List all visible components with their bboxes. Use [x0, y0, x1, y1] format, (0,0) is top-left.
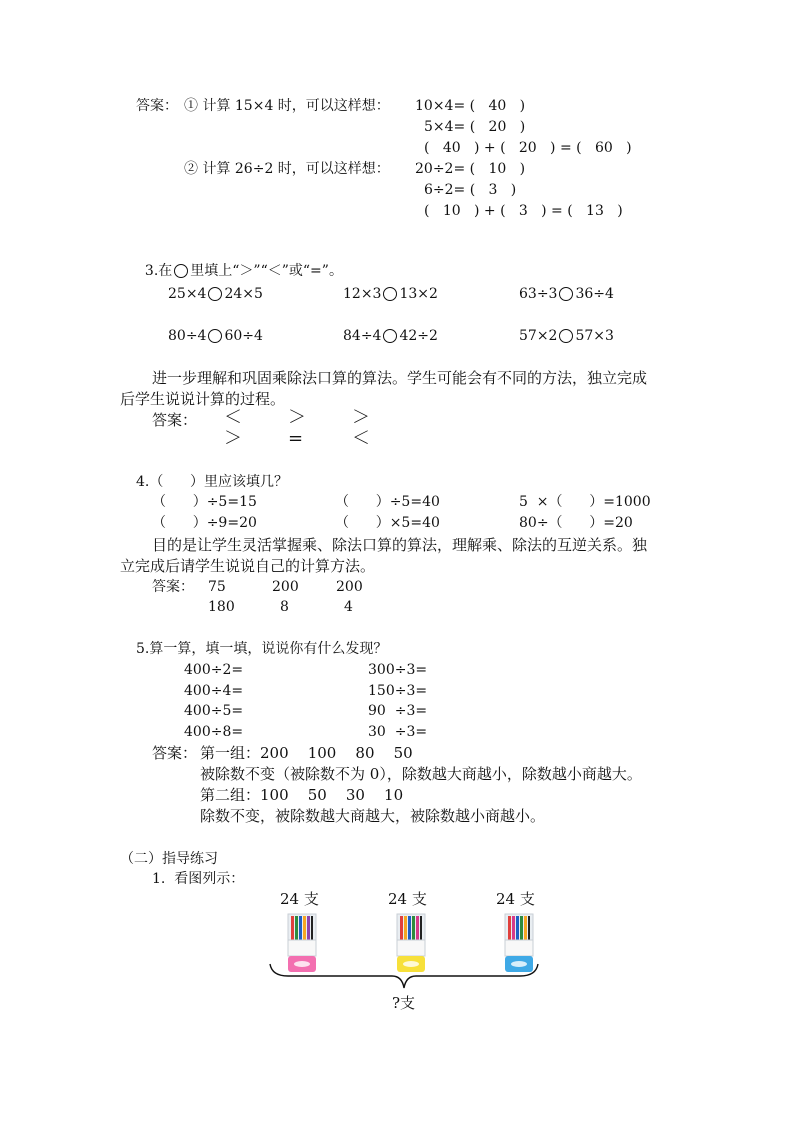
q4-answer: 8	[280, 599, 289, 615]
q3-answer-4: ＞	[224, 428, 242, 449]
q2-part2-line2: 6÷2= ( 3 )	[424, 182, 517, 198]
q2-answer-label: 答案：	[136, 98, 178, 114]
q4-answer: 180	[208, 599, 235, 615]
circle-blank-icon	[174, 264, 188, 278]
q3-answer-6: ＜	[352, 428, 370, 449]
q4-r1c1: （ ）÷5=15	[152, 494, 257, 510]
q3-item-left: 63÷3	[519, 286, 558, 302]
q2-part2-heading: ② 计算 26÷2 时，可以这样想：	[184, 161, 390, 177]
q3-item-right: 24×5	[224, 286, 263, 302]
q3-note-line2: 后学生说说计算的过程。	[120, 390, 286, 408]
q5-left-3: 400÷5=	[184, 703, 244, 719]
brace-icon	[268, 962, 540, 992]
q4-r2c2: （ ）×5=40	[335, 515, 440, 531]
section2-title: （二）指导练习	[120, 851, 218, 867]
q3-answer-label: 答案：	[152, 411, 198, 429]
q3-item-6	[519, 327, 614, 345]
q5-right-2: 150÷3=	[368, 683, 428, 699]
q3-item-left: 57×2	[519, 328, 558, 344]
q2-part1-line2: 5×4= ( 20 )	[424, 119, 526, 135]
circle-blank-icon[interactable]	[208, 329, 222, 343]
q3-item-right: 13×2	[399, 286, 438, 302]
q4-r1c2: （ ）÷5=40	[335, 494, 440, 510]
q3-item-right: 60÷4	[224, 328, 263, 344]
q2-part1-heading: ① 计算 15×4 时，可以这样想：	[184, 98, 390, 114]
total-label: ?支	[392, 994, 416, 1012]
q3-item-2	[343, 285, 438, 303]
q5-group2: 第二组：100 50 30 10	[200, 786, 404, 804]
q4-title: 4.（ ）里应该填几？	[136, 474, 289, 490]
q4-answer: 200	[272, 579, 299, 595]
q4-r1c3: 5 ×（ ）=1000	[519, 494, 651, 510]
circle-blank-icon[interactable]	[383, 287, 397, 301]
q2-part1-line3: ( 40 ) + ( 20 ) = ( 60 )	[424, 140, 632, 156]
q5-group1-note: 被除数不变（被除数不为 0），除数越大商越小，除数越小商越大。	[200, 765, 642, 783]
q4-r2c3: 80÷（ ）=20	[519, 515, 633, 531]
q3-item-left: 12×3	[343, 286, 382, 302]
q5-title: 5.算一算，填一填，说说你有什么发现？	[136, 641, 388, 657]
q3-item-1	[168, 285, 263, 303]
q5-group2-note: 除数不变，被除数越大商越大，被除数越小商越小。	[200, 807, 546, 825]
circle-blank-icon[interactable]	[383, 329, 397, 343]
q3-item-4	[168, 327, 263, 345]
q3-item-left: 84÷4	[343, 328, 382, 344]
q3-item-left: 80÷4	[168, 328, 207, 344]
q3-item-left: 25×4	[168, 286, 207, 302]
cup-label-3: 24 支	[496, 890, 535, 908]
q2-part2-line1: 20÷2= ( 10 )	[415, 161, 526, 177]
section2-q1: 1. 看图列示：	[152, 871, 245, 887]
q3-title	[136, 244, 343, 280]
q3-title-b: 里填上“＞”“＜”或“=”。	[190, 263, 343, 279]
q3-item-right: 57×3	[575, 328, 614, 344]
q2-part2-line3: ( 10 ) + ( 3 ) = ( 13 )	[424, 203, 623, 219]
q5-right-1: 300÷3=	[368, 662, 428, 678]
q5-left-4: 400÷8=	[184, 724, 244, 740]
q3-answer-2: ＞	[288, 407, 306, 428]
q5-right-4: 30 ÷3=	[368, 724, 428, 740]
q2-part1-line1: 10×4= ( 40 )	[415, 98, 526, 114]
q3-item-right: 42÷2	[399, 328, 438, 344]
q4-note-line1: 目的是让学生灵活掌握乘、除法口算的算法，理解乘、除法的互逆关系。独	[152, 536, 648, 554]
circle-blank-icon[interactable]	[208, 287, 222, 301]
q3-answer-5: =	[288, 428, 304, 449]
q5-group1: 第一组：200 100 80 50	[200, 744, 413, 762]
q3-answer-3: ＞	[352, 407, 370, 428]
q4-r2c1: （ ）÷9=20	[152, 515, 257, 531]
cup-label-2: 24 支	[388, 890, 427, 908]
q3-answer-1: ＜	[224, 407, 242, 428]
q3-note-line1: 进一步理解和巩固乘除法口算的算法。学生可能会有不同的方法，独立完成	[152, 369, 648, 387]
circle-blank-icon[interactable]	[559, 287, 573, 301]
q5-left-1: 400÷2=	[184, 662, 244, 678]
q4-note-line2: 立完成后请学生说说自己的计算方法。	[120, 557, 376, 575]
q5-right-3: 90 ÷3=	[368, 703, 428, 719]
q3-title-a: 3.在	[144, 263, 173, 279]
cup-label-1: 24 支	[280, 890, 319, 908]
q3-item-right: 36÷4	[575, 286, 614, 302]
q3-item-5	[343, 327, 438, 345]
q5-left-2: 400÷4=	[184, 683, 244, 699]
q5-answer-label: 答案：	[152, 744, 198, 762]
circle-blank-icon[interactable]	[559, 329, 573, 343]
q4-answer: 4	[344, 599, 353, 615]
q4-answer: 200	[336, 579, 363, 595]
q4-answer: 75	[208, 579, 226, 595]
q3-item-3	[519, 285, 614, 303]
q4-answer-label: 答案：	[152, 579, 194, 595]
